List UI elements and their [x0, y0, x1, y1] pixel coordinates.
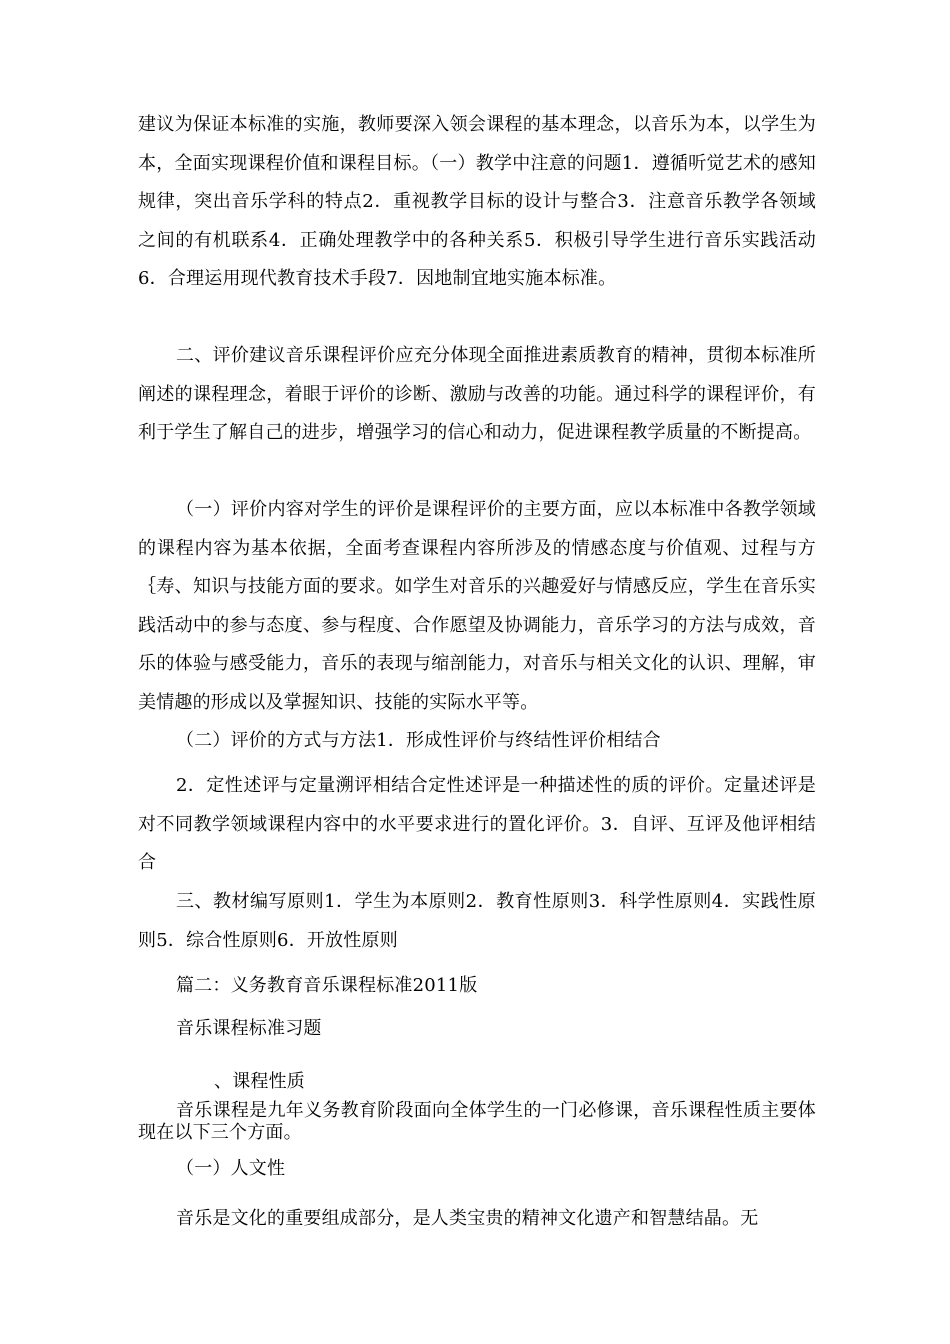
section-heading-part-two: 篇二：义务教育音乐课程标准2011版: [176, 975, 478, 996]
paragraph-qualitative-quantitative: 2．定性述评与定量溯评相结合定性述评是一种描述性的质的评价。定量述评是对不同教学领域课程内容中的水平要求进行的置化评价。3．自评、互评及他评相结合: [138, 775, 816, 873]
section-heading-exercises: 音乐课程标准习题: [176, 1018, 322, 1039]
paragraph-evaluation-suggestions: 二、评价建议音乐课程评价应充分体现全面推进素质教育的精神，贯彻本标准所阐述的课程理念，着眼于评价的诊断、激励与改善的功能。通过科学的课程评价，有利于学生了解自己的进步，增强学习的信心和动力，促进课程教学质量的不断提高。: [138, 345, 816, 443]
paragraph-music-culture: 音乐是文化的重要组成部分，是人类宝贵的精神文化遗产和智慧结晶。无: [176, 1208, 759, 1229]
section-heading-humanistic: （一）人文性: [176, 1158, 286, 1179]
paragraph-textbook-principles: 三、教材编写原则1．学生为本原则2．教育性原则3．科学性原则4．实践性原则5．综合性原则6．开放性原则: [138, 891, 816, 951]
paragraph-teaching-suggestions: 建议为保证本标准的实施，教师要深入领会课程的基本理念，以音乐为本，以学生为本，全面实现课程价值和课程目标。（一）教学中注意的问题1．遵循听觉艺术的感知规律，突出音乐学科的特点2．重视教学目标的设计与整合3．注意音乐教学各领域之间的有机联系4．正确处理教学中的各种关系5．积极引导学生进行音乐实践活动6．合理运用现代教育技术手段7．因地制宜地实施本标准。: [138, 114, 816, 289]
section-heading-course-nature: 、课程性质: [214, 1071, 305, 1092]
paragraph-course-nature: 音乐课程是九年义务教育阶段面向全体学生的一门必修课，音乐课程性质主要体现在以下三个方面。: [138, 1100, 816, 1143]
paragraph-evaluation-methods: （二）评价的方式与方法1．形成性评价与终结性评价相结合: [176, 730, 661, 751]
paragraph-evaluation-content: （一）评价内容对学生的评价是课程评价的主要方面，应以本标准中各教学领域的课程内容为基本依据，全面考查课程内容所涉及的情感态度与价值观、过程与方｛寿、知识与技能方面的要求。如学生对音乐的兴趣爱好与情感反应，学生在音乐实践活动中的参与态度、参与程度、合作愿望及协调能力，音乐学习的方法与成效，音乐的体验与感受能力，音乐的表现与缩剖能力，对音乐与相关文化的认识、理解，审美情趣的形成以及掌握知识、技能的实际水平等。: [138, 499, 816, 713]
